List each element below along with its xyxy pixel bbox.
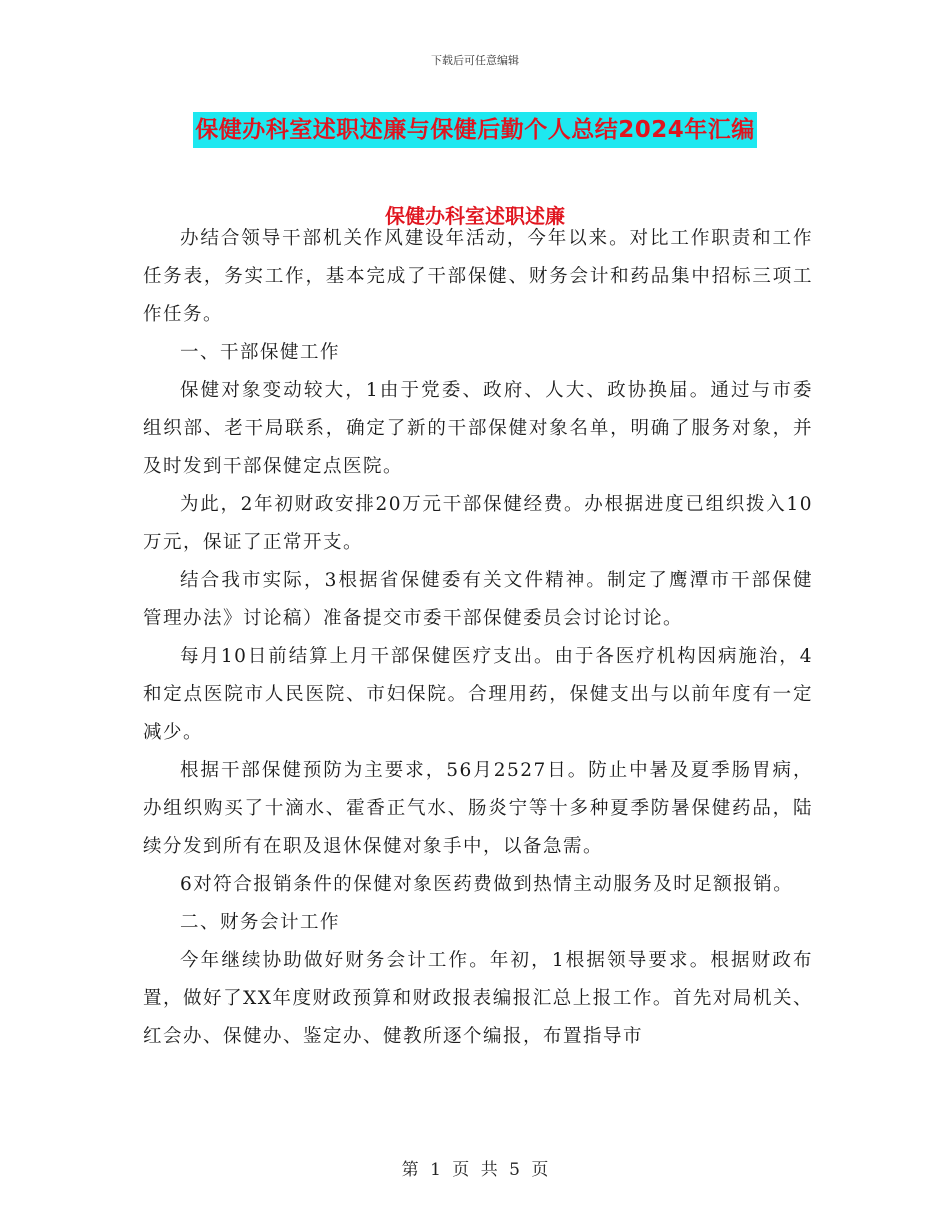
- paragraph: 今年继续协助做好财务会计工作。年初，1根据领导要求。根据财政布置，做好了XX年度财政预算和财政报表编报汇总上报工作。首先对局机关、红会办、保健办、鉴定办、健教所逐个编报，布置指导市: [143, 950, 813, 1047]
- document-body: [143, 220, 813, 1056]
- paragraph: 为此，2年初财政安排20万元干部保健经费。办根据进度已组织拨入10万元，保证了正常开支。: [143, 494, 813, 553]
- paragraph: 根据干部保健预防为主要求，56月2527日。防止中暑及夏季肠胃病，办组织购买了十滴水、霍香正气水、肠炎宁等十多种夏季防暑保健药品，陆续分发到所有在职及退休保健对象手中，以备急需。: [143, 760, 813, 857]
- paragraph: 6对符合报销条件的保健对象医药费做到热情主动服务及时足额报销。: [180, 874, 794, 895]
- paragraph: 保健对象变动较大，1由于党委、政府、人大、政协换届。通过与市委组织部、老干局联系，确定了新的干部保健对象名单，明确了服务对象，并及时发到干部保健定点医院。: [143, 380, 813, 477]
- paragraph: 结合我市实际，3根据省保健委有关文件精神。制定了鹰潭市干部保健管理办法》讨论稿）准备提交市委干部保健委员会讨论讨论。: [143, 570, 813, 629]
- section-title: 保健办科室述职述廉: [385, 204, 565, 228]
- heading-cadre-health: 一、干部保健工作: [180, 342, 341, 363]
- heading-finance-accounting: 二、财务会计工作: [180, 912, 341, 933]
- paragraph: 办结合领导干部机关作风建设年活动，今年以来。对比工作职责和工作任务表，务实工作，基本完成了干部保健、财务会计和药品集中招标三项工作任务。: [143, 228, 813, 325]
- paragraph: 每月10日前结算上月干部保健医疗支出。由于各医疗机构因病施治，4和定点医院市人民医院、市妇保院。合理用药，保健支出与以前年度有一定减少。: [143, 646, 813, 743]
- page-number: 第 1 页 共 5 页: [401, 1160, 549, 1180]
- document-title: 保健办科室述职述廉与保健后勤个人总结2024年汇编: [193, 112, 757, 148]
- page-header-note: 下载后可任意编辑: [431, 54, 519, 67]
- document-title-container: [0, 112, 950, 148]
